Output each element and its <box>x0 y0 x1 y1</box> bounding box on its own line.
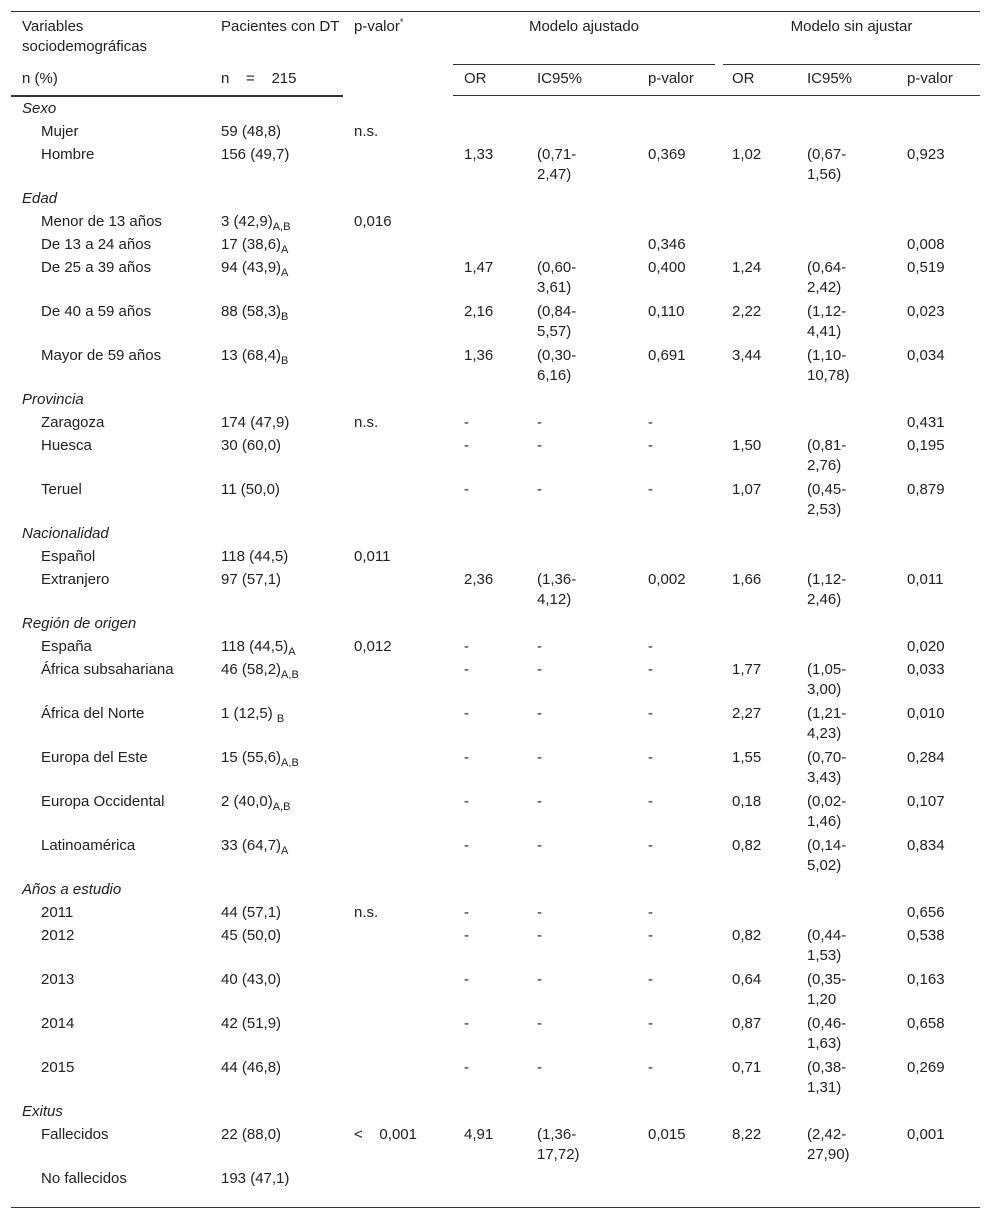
or-unadjusted-cell: 0,82 <box>732 837 762 854</box>
ci-unadjusted-cell: (1,05-3,00) <box>807 661 847 698</box>
or-adjusted-cell: - <box>464 414 469 431</box>
patients-cell <box>221 637 296 657</box>
or-adjusted-cell: - <box>464 661 469 678</box>
group-subscript: A <box>281 244 289 256</box>
table-row <box>11 746 980 790</box>
pvalue-unadjusted-cell: 0,023 <box>907 303 945 320</box>
or-unadjusted-cell: 0,87 <box>732 1015 762 1032</box>
category-row <box>11 388 980 411</box>
or-adjusted-cell: 2,36 <box>464 571 494 588</box>
table-row <box>11 545 980 568</box>
patients-cell <box>221 1058 281 1078</box>
category-label: Exitus <box>22 1103 63 1120</box>
row-label: De 25 a 39 años <box>41 259 152 276</box>
patients-value: 13 (68,4) <box>221 347 282 364</box>
ci-adjusted-cell: (0,84-5,57) <box>537 303 577 340</box>
group-subscript: A,B <box>281 757 299 769</box>
patients-cell <box>221 836 288 856</box>
or-unadjusted-cell: 1,07 <box>732 481 762 498</box>
or-adjusted-cell: - <box>464 705 469 722</box>
ci-adjusted-cell: - <box>537 904 542 921</box>
or-adjusted-cell: - <box>464 1015 469 1032</box>
ci-adjusted-cell: - <box>537 705 542 722</box>
row-label: Mayor de 59 años <box>41 347 162 364</box>
table-row <box>11 968 980 1012</box>
ci-unadjusted-cell: (0,02-1,46) <box>807 793 847 830</box>
table-row <box>11 411 980 434</box>
ci-adjusted-cell: (1,36-17,72) <box>537 1126 580 1163</box>
patients-value: 17 (38,6) <box>221 236 282 253</box>
or-adjusted-cell: - <box>464 749 469 766</box>
subheader-rule <box>453 95 980 96</box>
row-label: Europa Occidental <box>41 793 165 810</box>
row-label: 2013 <box>41 971 75 988</box>
header-pvalor-text: p-valor <box>354 18 400 35</box>
category-row <box>11 612 980 635</box>
row-label: Europa del Este <box>41 749 148 766</box>
header-n-pct: n (%) <box>22 70 58 87</box>
pvalue-unadjusted-cell: 0,034 <box>907 347 945 364</box>
patients-cell <box>221 660 299 680</box>
pvalue-adjusted-cell: - <box>648 437 653 454</box>
ci-adjusted-cell: - <box>537 749 542 766</box>
table-row <box>11 233 980 256</box>
group-rule-sin-ajustar <box>723 64 980 65</box>
or-unadjusted-cell: 1,50 <box>732 437 762 454</box>
table-bottom-rule <box>11 1207 980 1208</box>
ci-adjusted-cell: (0,60-3,61) <box>537 259 577 296</box>
pvalue-cell: 0,012 <box>354 638 392 655</box>
group-subscript: A <box>281 267 289 279</box>
patients-value: 118 (44,5) <box>221 638 289 655</box>
ci-unadjusted-cell: (0,35-1,20 <box>807 971 847 1008</box>
patients-value: 46 (58,2) <box>221 661 282 678</box>
row-label: África del Norte <box>41 705 145 722</box>
category-label: Edad <box>22 190 58 207</box>
category-row <box>11 878 980 901</box>
ci-adjusted-cell: - <box>537 481 542 498</box>
ci-unadjusted-cell: (0,67-1,56) <box>807 146 847 183</box>
patients-cell <box>221 792 290 812</box>
patients-value: 42 (51,9) <box>221 1015 282 1032</box>
row-label: Huesca <box>41 437 92 454</box>
category-label: Región de origen <box>22 615 137 632</box>
header-pvalor <box>354 17 403 37</box>
category-label: Sexo <box>22 100 57 117</box>
or-unadjusted-cell: 1,55 <box>732 749 762 766</box>
pvalue-unadjusted-cell: 0,879 <box>907 481 945 498</box>
group-subscript: B <box>281 311 289 323</box>
header-variables: Variables sociodemográficas <box>22 18 148 55</box>
table-top-rule <box>11 11 980 12</box>
or-adjusted-cell: - <box>464 638 469 655</box>
patients-value: 1 (12,5) <box>221 705 277 722</box>
category-row <box>11 522 980 545</box>
pvalue-adjusted-cell: 0,691 <box>648 347 686 364</box>
table-row <box>11 568 980 612</box>
group-subscript: A <box>281 845 289 857</box>
patients-value: 11 (50,0) <box>221 481 280 498</box>
row-label: 2011 <box>41 904 74 921</box>
pvalue-cell: n.s. <box>354 904 379 921</box>
or-unadjusted-cell: 3,44 <box>732 347 762 364</box>
pvalue-unadjusted-cell: 0,033 <box>907 661 945 678</box>
table-row <box>11 478 980 522</box>
or-unadjusted-cell: 2,22 <box>732 303 762 320</box>
ci-unadjusted-cell: (0,44-1,53) <box>807 927 847 964</box>
ci-adjusted-cell: (0,71-2,47) <box>537 146 577 183</box>
patients-value: 40 (43,0) <box>221 971 282 988</box>
row-label: De 40 a 59 años <box>41 303 152 320</box>
ci-adjusted-cell: - <box>537 971 542 988</box>
category-label: Nacionalidad <box>22 525 109 542</box>
row-label: Español <box>41 548 96 565</box>
or-unadjusted-cell: 1,77 <box>732 661 762 678</box>
ci-adjusted-cell: - <box>537 437 542 454</box>
patients-cell <box>221 547 288 567</box>
pvalue-adjusted-cell: - <box>648 661 653 678</box>
or-unadjusted-cell: 1,24 <box>732 259 762 276</box>
pvalue-unadjusted-cell: 0,519 <box>907 259 945 276</box>
patients-value: 15 (55,6) <box>221 749 282 766</box>
pvalue-unadjusted-cell: 0,001 <box>907 1126 945 1143</box>
row-label: No fallecidos <box>41 1170 127 1187</box>
patients-cell <box>221 436 281 456</box>
or-adjusted-cell: - <box>464 904 469 921</box>
or-adjusted-cell: - <box>464 971 469 988</box>
patients-value: 174 (47,9) <box>221 414 290 431</box>
ci-unadjusted-cell: (0,70-3,43) <box>807 749 847 786</box>
or-adjusted-cell: 1,33 <box>464 146 494 163</box>
ci-adjusted-cell: - <box>537 414 542 431</box>
pvalue-adjusted-cell: - <box>648 1059 653 1076</box>
pvalue-adjusted-cell: - <box>648 927 653 944</box>
header-n-total: n = 215 <box>221 70 297 87</box>
patients-cell <box>221 212 290 232</box>
table-row <box>11 256 980 300</box>
patients-cell <box>221 1014 281 1034</box>
group-subscript: A,B <box>272 801 291 813</box>
pvalue-adjusted-cell: - <box>648 1015 653 1032</box>
pvalue-unadjusted-cell: 0,431 <box>907 414 945 431</box>
pvalue-adjusted-cell: - <box>648 837 653 854</box>
group-subscript: A <box>288 646 296 658</box>
sociodemographic-table <box>11 11 980 1207</box>
ci-adjusted-cell: (0,30-6,16) <box>537 347 577 384</box>
table-row <box>11 434 980 478</box>
pvalue-unadjusted-cell: 0,538 <box>907 927 945 944</box>
pvalue-unadjusted-cell: 0,011 <box>907 571 944 588</box>
ci-unadjusted-cell: (1,21-4,23) <box>807 705 847 742</box>
pvalue-adjusted-cell: - <box>648 904 653 921</box>
row-label: Teruel <box>41 481 82 498</box>
pvalue-cell: 0,011 <box>354 548 391 565</box>
patients-value: 22 (88,0) <box>221 1126 282 1143</box>
or-adjusted-cell: 2,16 <box>464 303 494 320</box>
or-unadjusted-cell: 0,71 <box>732 1059 762 1076</box>
row-label: Mujer <box>41 123 79 140</box>
pvalue-adjusted-cell: - <box>648 971 653 988</box>
patients-value: 44 (46,8) <box>221 1059 282 1076</box>
patients-cell <box>221 122 281 142</box>
pvalue-adjusted-cell: 0,346 <box>648 236 686 253</box>
row-label: España <box>41 638 92 655</box>
table-row <box>11 658 980 702</box>
header-pvalor-mark: * <box>399 17 404 27</box>
patients-cell <box>221 145 289 165</box>
or-adjusted-cell: - <box>464 837 469 854</box>
ci-adjusted-cell: - <box>537 661 542 678</box>
patients-cell <box>221 413 289 433</box>
pvalue-unadjusted-cell: 0,923 <box>907 146 945 163</box>
group-rule-ajustado <box>453 64 715 65</box>
patients-value: 3 (42,9) <box>221 213 273 230</box>
patients-cell <box>221 1169 289 1189</box>
table-row <box>11 344 980 388</box>
ci-unadjusted-cell: (0,14-5,02) <box>807 837 847 874</box>
table-row <box>11 300 980 344</box>
patients-value: 33 (64,7) <box>221 837 282 854</box>
or-adjusted-cell: - <box>464 1059 469 1076</box>
category-row <box>11 97 980 120</box>
pvalue-unadjusted-cell: 0,107 <box>907 793 945 810</box>
patients-cell <box>221 926 281 946</box>
ci-adjusted-cell: - <box>537 1059 542 1076</box>
pvalue-cell: < 0,001 <box>354 1126 417 1143</box>
patients-cell <box>221 480 280 500</box>
row-label: Hombre <box>41 146 95 163</box>
table-row <box>11 120 980 143</box>
pvalue-unadjusted-cell: 0,269 <box>907 1059 945 1076</box>
pvalue-unadjusted-cell: 0,284 <box>907 749 945 766</box>
patients-cell <box>221 903 281 923</box>
table-row <box>11 702 980 746</box>
header-modelo-sin-ajustar: Modelo sin ajustar <box>790 18 913 35</box>
category-row <box>11 187 980 210</box>
patients-value: 59 (48,8) <box>221 123 282 140</box>
row-label: Extranjero <box>41 571 110 588</box>
table-row <box>11 834 980 878</box>
pvalue-adjusted-cell: - <box>648 749 653 766</box>
ci-unadjusted-cell: (1,12-4,41) <box>807 303 847 340</box>
pvalue-adjusted-cell: 0,015 <box>648 1126 686 1143</box>
header-or-adj: OR <box>464 70 487 87</box>
row-label: De 13 a 24 años <box>41 236 152 253</box>
patients-value: 44 (57,1) <box>221 904 282 921</box>
patients-cell <box>221 970 281 990</box>
or-unadjusted-cell: 1,02 <box>732 146 762 163</box>
header-p-adj: p-valor <box>648 70 694 87</box>
table-body <box>11 97 980 1190</box>
or-unadjusted-cell: 2,27 <box>732 705 762 722</box>
pvalue-adjusted-cell: - <box>648 793 653 810</box>
ci-adjusted-cell: - <box>537 927 542 944</box>
header-ic-adj: IC95% <box>537 70 583 87</box>
ci-adjusted-cell: (1,36-4,12) <box>537 571 577 608</box>
ci-adjusted-cell: - <box>537 837 542 854</box>
or-unadjusted-cell: 8,22 <box>732 1126 762 1143</box>
pvalue-unadjusted-cell: 0,163 <box>907 971 945 988</box>
group-subscript: B <box>281 355 289 367</box>
row-label: África subsahariana <box>41 661 174 678</box>
ci-unadjusted-cell: (0,46-1,63) <box>807 1015 847 1052</box>
table-row <box>11 790 980 834</box>
category-label: Años a estudio <box>22 881 122 898</box>
ci-unadjusted-cell: (1,10-10,78) <box>807 347 850 384</box>
pvalue-unadjusted-cell: 0,658 <box>907 1015 945 1032</box>
table-row <box>11 1123 980 1167</box>
patients-value: 118 (44,5) <box>221 548 289 565</box>
patients-value: 2 (40,0) <box>221 793 273 810</box>
pvalue-adjusted-cell: - <box>648 705 653 722</box>
table-row <box>11 1012 980 1056</box>
patients-value: 45 (50,0) <box>221 927 282 944</box>
patients-value: 30 (60,0) <box>221 437 282 454</box>
table-row <box>11 901 980 924</box>
pvalue-adjusted-cell: - <box>648 638 653 655</box>
pvalue-adjusted-cell: 0,110 <box>648 303 685 320</box>
row-label: 2012 <box>41 927 75 944</box>
ci-unadjusted-cell: (0,64-2,42) <box>807 259 847 296</box>
table-row <box>11 143 980 187</box>
pvalue-adjusted-cell: 0,400 <box>648 259 686 276</box>
pvalue-unadjusted-cell: 0,195 <box>907 437 945 454</box>
patients-cell <box>221 704 284 724</box>
header-pacientes: Pacientes con DT <box>221 18 340 35</box>
group-subscript: B <box>276 713 285 725</box>
or-adjusted-cell: - <box>464 793 469 810</box>
pvalue-adjusted-cell: - <box>648 481 653 498</box>
category-row <box>11 1100 980 1123</box>
ci-unadjusted-cell: (1,12-2,46) <box>807 571 847 608</box>
patients-value: 94 (43,9) <box>221 259 282 276</box>
pvalue-cell: 0,016 <box>354 213 392 230</box>
pvalue-unadjusted-cell: 0,834 <box>907 837 945 854</box>
table-row <box>11 924 980 968</box>
ci-adjusted-cell: - <box>537 638 542 655</box>
row-label: Latinoamérica <box>41 837 136 854</box>
row-label: 2014 <box>41 1015 75 1032</box>
or-unadjusted-cell: 0,18 <box>732 793 762 810</box>
row-label: Fallecidos <box>41 1126 109 1143</box>
row-label: 2015 <box>41 1059 75 1076</box>
patients-cell <box>221 346 288 366</box>
ci-unadjusted-cell: (0,81-2,76) <box>807 437 847 474</box>
pvalue-unadjusted-cell: 0,020 <box>907 638 945 655</box>
pvalue-adjusted-cell: - <box>648 414 653 431</box>
patients-cell <box>221 235 288 255</box>
group-subscript: A,B <box>281 669 299 681</box>
row-label: Menor de 13 años <box>41 213 162 230</box>
ci-unadjusted-cell: (0,38-1,31) <box>807 1059 847 1096</box>
table-row <box>11 210 980 233</box>
pvalue-unadjusted-cell: 0,656 <box>907 904 945 921</box>
pvalue-adjusted-cell: 0,002 <box>648 571 686 588</box>
or-adjusted-cell: - <box>464 481 469 498</box>
header-modelo-ajustado: Modelo ajustado <box>528 18 640 35</box>
patients-value: 97 (57,1) <box>221 571 282 588</box>
patients-cell <box>221 748 299 768</box>
group-subscript: A,B <box>272 221 291 233</box>
row-label: Zaragoza <box>41 414 105 431</box>
or-unadjusted-cell: 0,64 <box>732 971 762 988</box>
patients-cell <box>221 258 288 278</box>
or-unadjusted-cell: 0,82 <box>732 927 762 944</box>
category-label: Provincia <box>22 391 84 408</box>
or-unadjusted-cell: 1,66 <box>732 571 762 588</box>
header-ic-un: IC95% <box>807 70 853 87</box>
pvalue-adjusted-cell: 0,369 <box>648 146 686 163</box>
ci-unadjusted-cell: (2,42-27,90) <box>807 1126 850 1163</box>
patients-value: 156 (49,7) <box>221 146 290 163</box>
or-adjusted-cell: 1,36 <box>464 347 494 364</box>
ci-adjusted-cell: - <box>537 1015 542 1032</box>
ci-unadjusted-cell: (0,45-2,53) <box>807 481 847 518</box>
or-adjusted-cell: - <box>464 927 469 944</box>
pvalue-cell: n.s. <box>354 123 379 140</box>
or-adjusted-cell: - <box>464 437 469 454</box>
or-adjusted-cell: 1,47 <box>464 259 494 276</box>
header-or-un: OR <box>732 70 755 87</box>
header-p-un: p-valor <box>907 70 953 87</box>
table-row <box>11 635 980 658</box>
patients-value: 88 (58,3) <box>221 303 282 320</box>
pvalue-cell: n.s. <box>354 414 379 431</box>
patients-cell <box>221 302 288 322</box>
patients-cell <box>221 570 281 590</box>
ci-adjusted-cell: - <box>537 793 542 810</box>
table-row <box>11 1056 980 1100</box>
patients-value: 193 (47,1) <box>221 1170 290 1187</box>
or-adjusted-cell: 4,91 <box>464 1126 494 1143</box>
table-row <box>11 1167 980 1190</box>
pvalue-unadjusted-cell: 0,008 <box>907 236 945 253</box>
patients-cell <box>221 1125 281 1145</box>
pvalue-unadjusted-cell: 0,010 <box>907 705 945 722</box>
